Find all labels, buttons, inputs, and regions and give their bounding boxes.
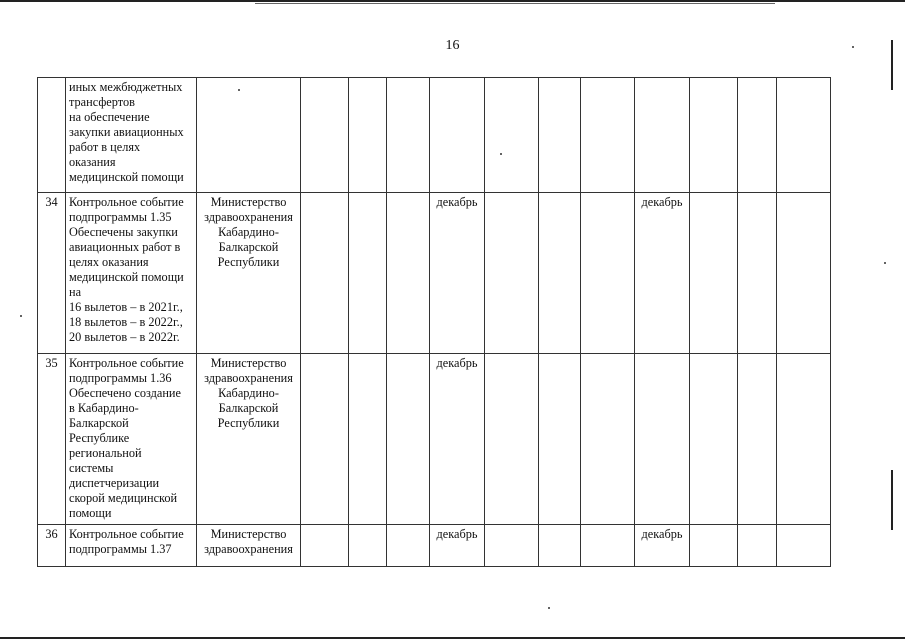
schedule-cell: декабрь	[430, 354, 485, 525]
row-number-cell: 34	[38, 193, 66, 354]
schedule-cell	[539, 354, 581, 525]
schedule-cell	[581, 193, 635, 354]
schedule-cell	[690, 525, 738, 567]
schedule-cell	[485, 78, 539, 193]
responsible-executor-cell: Министерство здравоохранения Кабардино- Балкарской Республики	[197, 354, 301, 525]
schedule-cell	[349, 525, 387, 567]
row-number-cell: 36	[38, 525, 66, 567]
schedule-cell	[581, 525, 635, 567]
schedule-cell: декабрь	[430, 525, 485, 567]
scan-speck	[884, 262, 886, 264]
responsible-executor-cell	[197, 78, 301, 193]
schedule-cell	[301, 78, 349, 193]
bottom-scan-border	[0, 637, 905, 639]
schedule-cell	[485, 354, 539, 525]
row-number-cell	[38, 78, 66, 193]
schedule-cell	[777, 354, 831, 525]
schedule-cell	[387, 193, 430, 354]
schedule-cell	[738, 525, 777, 567]
schedule-cell	[349, 193, 387, 354]
top-scan-fragment	[255, 3, 775, 4]
event-description-cell: иных межбюджетных трансфертов на обеспечение закупки авиационных работ в целях оказания медицинской помощи	[66, 78, 197, 193]
schedule-cell	[387, 78, 430, 193]
schedule-cell	[738, 78, 777, 193]
schedule-cell	[430, 78, 485, 193]
table-row	[38, 354, 831, 525]
schedule-cell	[690, 78, 738, 193]
schedule-cell	[777, 78, 831, 193]
event-description-cell: Контрольное событие подпрограммы 1.35 Обеспечены закупки авиационных работ в целях оказания медицинской помощи на 16 вылетов – в 2021г., 18 вылетов – в 2022г., 20 вылетов – в 2022г.	[66, 193, 197, 354]
schedule-cell	[387, 525, 430, 567]
table-row	[38, 78, 831, 193]
event-description-cell: Контрольное событие подпрограммы 1.36 Обеспечено создание в Кабардино- Балкарской Республике региональной системы диспетчеризации скорой медицинской помощи	[66, 354, 197, 525]
table-row	[38, 193, 831, 354]
schedule-cell: декабрь	[635, 525, 690, 567]
schedule-cell: декабрь	[430, 193, 485, 354]
schedule-cell	[485, 525, 539, 567]
schedule-cell	[581, 78, 635, 193]
schedule-cell	[635, 78, 690, 193]
event-description-cell: Контрольное событие подпрограммы 1.37	[66, 525, 197, 567]
schedule-cell: декабрь	[635, 193, 690, 354]
right-scan-edge-lower	[891, 470, 893, 530]
scan-speck	[548, 607, 550, 609]
schedule-cell	[349, 354, 387, 525]
scan-speck	[20, 315, 22, 317]
row-number-cell: 35	[38, 354, 66, 525]
schedule-cell	[387, 354, 430, 525]
schedule-cell	[301, 525, 349, 567]
page-number: 16	[445, 38, 460, 53]
schedule-cell	[539, 525, 581, 567]
schedule-cell	[777, 525, 831, 567]
schedule-cell	[301, 193, 349, 354]
responsible-executor-cell: Министерство здравоохранения	[197, 525, 301, 567]
schedule-cell	[635, 354, 690, 525]
schedule-cell	[349, 78, 387, 193]
schedule-cell	[777, 193, 831, 354]
schedule-cell	[485, 193, 539, 354]
schedule-table	[37, 77, 831, 567]
schedule-cell	[301, 354, 349, 525]
schedule-cell	[738, 193, 777, 354]
responsible-executor-cell: Министерство здравоохранения Кабардино- Балкарской Республики	[197, 193, 301, 354]
top-scan-border	[0, 0, 905, 2]
table-row	[38, 525, 831, 567]
schedule-cell	[690, 193, 738, 354]
schedule-cell	[581, 354, 635, 525]
schedule-cell	[539, 78, 581, 193]
schedule-cell	[690, 354, 738, 525]
schedule-cell	[539, 193, 581, 354]
schedule-cell	[738, 354, 777, 525]
